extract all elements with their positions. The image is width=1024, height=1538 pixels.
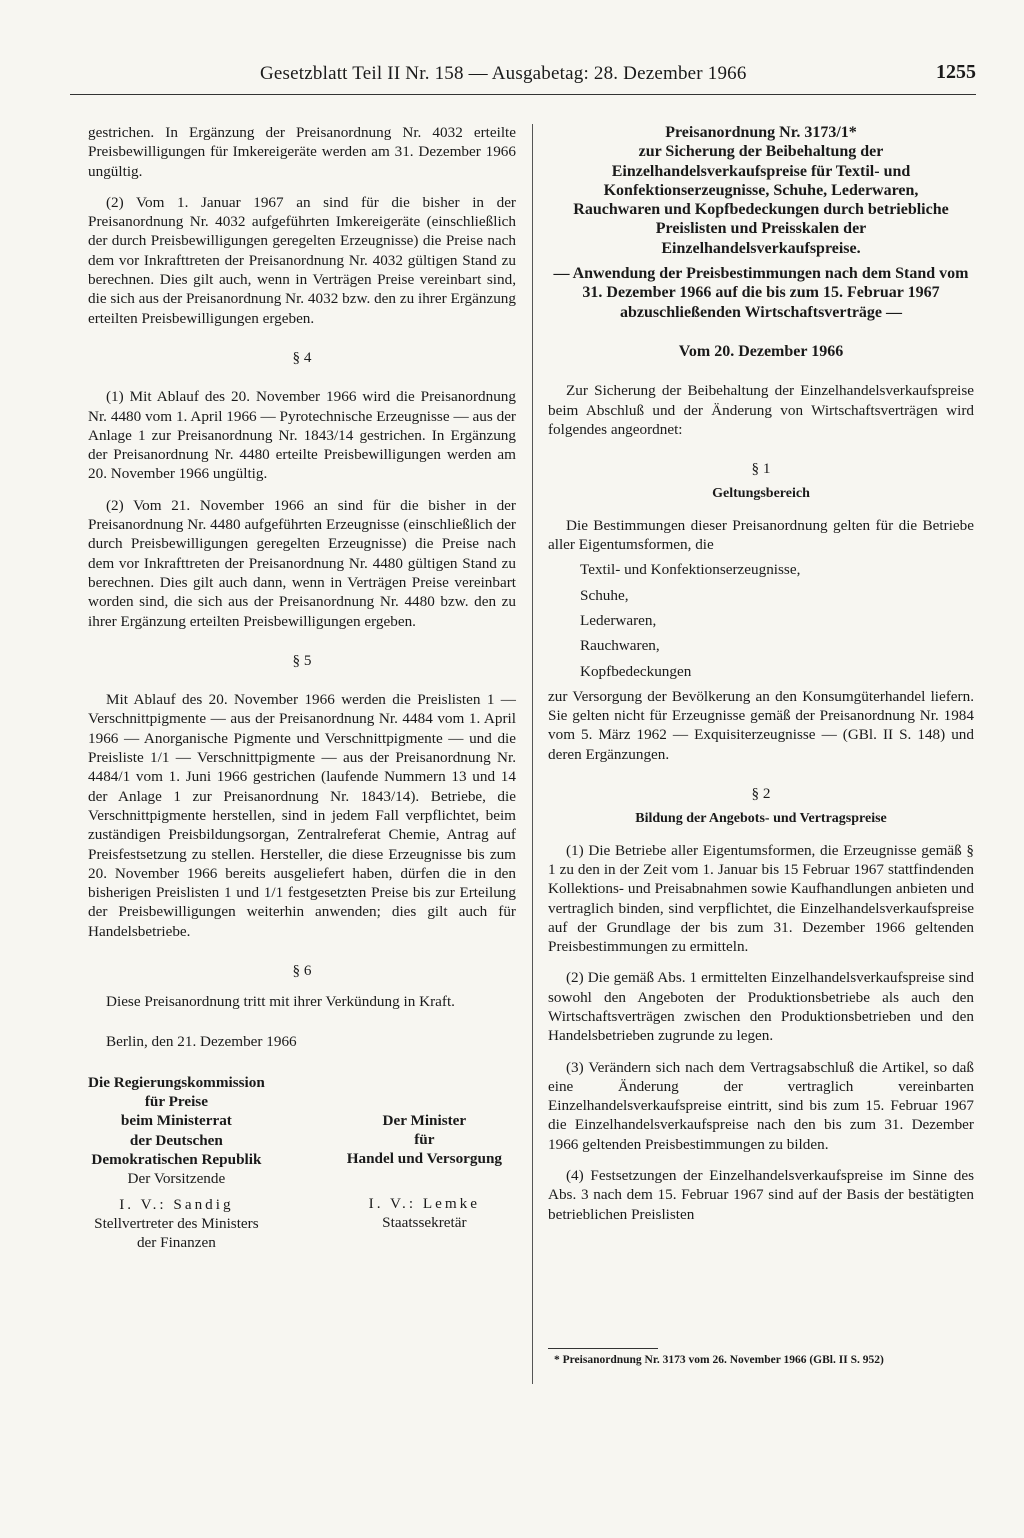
- signature-line: beim Ministerrat: [120, 1112, 232, 1130]
- paragraph: Die Bestimmungen dieser Preisanordnung gelten für die Betriebe aller Eigentumsformen, die: [548, 516, 974, 554]
- page-number: 1255: [936, 61, 976, 83]
- paragraph: (1) Mit Ablauf des 20. November 1966 wird die Preisanordnung Nr. 4480 vom 1. April 1966 — Pyrotechnische Erzeugnisse — aus der Anlage 1 zur Preisanordnung Nr. 1843/14 gestrichen. In Ergänzung der Preisanordnung Nr. 4480 erteilte Preisbewilligungen werden am 20. November 1966 ungültig.: [88, 388, 516, 483]
- section-heading: § 2: [751, 785, 771, 803]
- signature-line: der Finanzen: [136, 1234, 216, 1252]
- signature-line: Der Vorsitzende: [127, 1170, 226, 1188]
- paragraph: Diese Preisanordnung tritt mit ihrer Verkündung in Kraft.: [106, 993, 455, 1011]
- paragraph: zur Versorgung der Bevölkerung an den Konsumgüterhandel liefern. Sie gelten nicht für Erzeugnisse gemäß der Preisanordnung Nr. 1984 vom 5. März 1962 — Exquisiterzeugnisse — (GBl. II S. 148) und deren Ergänzungen.: [548, 687, 974, 763]
- signature-block: [88, 1073, 516, 1253]
- signature-line: Staatssekretär: [382, 1214, 467, 1232]
- left-column: [88, 123, 516, 1253]
- section-heading: § 4: [292, 348, 312, 366]
- list-item: Lederwaren,: [580, 611, 657, 629]
- header-title: Gesetzblatt Teil II Nr. 158 — Ausgabetag: 28. Dezember 1966: [260, 63, 747, 84]
- product-list: [548, 560, 974, 680]
- list-item: Kopfbedeckungen: [580, 662, 692, 680]
- section-title: Geltungsbereich: [712, 486, 810, 502]
- signature-line: für Preise: [144, 1093, 208, 1111]
- footnote: * Preisanordnung Nr. 3173 vom 26. November 1966 (GBl. II S. 952): [554, 1354, 884, 1366]
- signature-line: der Deutschen: [129, 1131, 223, 1149]
- paragraph: Zur Sicherung der Beibehaltung der Einzelhandelsverkaufspreise beim Abschluß und der Änderung von Wirtschaftsverträgen wird folgendes angeordnet:: [548, 382, 974, 438]
- section-heading: § 1: [751, 460, 771, 478]
- signature-line: Demokratischen Republik: [91, 1151, 262, 1169]
- paragraph: (4) Festsetzungen der Einzelhandelsverkaufspreise im Sinne des Abs. 3 nach dem 15. Februar 1967 sind auf der Basis der bestätigten betrieblichen Preislisten: [548, 1167, 974, 1223]
- place-date: Berlin, den 21. Dezember 1966: [106, 1032, 297, 1050]
- signature-line: Der Minister: [382, 1111, 467, 1129]
- section-heading: § 5: [292, 651, 312, 669]
- paragraph: (2) Vom 1. Januar 1967 an sind für die bisher in der Preisanordnung Nr. 4032 aufgeführten Imkereigeräte (einschließlich der durch Preisbewilligungen geregelten Erzeugnisse) die Preise nach dem vor Inkrafttreten der Preisanordnung Nr. 4032 gültigen Stand zu berechnen. Dies gilt auch, wenn in Verträgen Preise vereinbart sind, die sich aus der Preisanordnung Nr. 4032 bzw. den zu ihrer Ergänzung erteilten Preisbewilligungen ergeben.: [88, 193, 516, 327]
- list-item: Rauchwaren,: [580, 637, 660, 655]
- ordinance-date: Vom 20. Dezember 1966: [678, 342, 844, 360]
- signature-name: I. V.: Sandig: [119, 1195, 234, 1213]
- section-title: Bildung der Angebots- und Vertragspreise: [635, 811, 887, 827]
- ordinance-title: Preisanordnung Nr. 3173/1*: [665, 124, 857, 141]
- ordinance-subject: zur Sicherung der Beibehaltung der Einzelhandelsverkaufspreise für Textil- und Konfektionserzeugnisse, Schuhe, Lederwaren, Rauchwaren und Kopfbedeckungen durch betriebliche Preislisten und Preisskalen der Einzelhandelsverkaufspreise.: [573, 143, 949, 257]
- paragraph: (1) Die Betriebe aller Eigentumsformen, die Erzeugnisse gemäß § 1 zu den in der Zeit vom 1. Januar bis 15 Februar 1967 stattfindenden Kollektions- und Preisabnahmen sowie Kaufhandlungen anbieten und vertraglich binden, sind verpflichtet, die Einzelhandelsverkaufspreise auf der Grundlage der bis zum 31. Dezember 1966 geltenden Preisbestimmungen zu ermitteln.: [548, 841, 974, 956]
- section-heading: § 6: [292, 961, 312, 979]
- list-item: Schuhe,: [580, 586, 629, 604]
- right-column: [548, 123, 974, 1224]
- paragraph: (3) Verändern sich nach dem Vertragsabschluß die Artikel, so daß eine Änderung der vertraglich vereinbarten Einzelhandelsverkaufspreise eintritt, sind bis zum 15. Februar 1967 die Einzelhandelsverkaufspreise nach den bis zum 31. Dezember 1966 geltenden Preisbestimmungen zu bilden.: [548, 1058, 974, 1153]
- ordinance-subtitle: — Anwendung der Preisbestimmungen nach dem Stand vom 31. Dezember 1966 auf die bis zum 15. Februar 1967 abzuschließenden Wirtschaftsverträge —: [553, 265, 969, 321]
- signature-left: [88, 1073, 265, 1253]
- list-item: Textil- und Konfektionserzeugnisse,: [580, 561, 801, 579]
- signature-line: für: [414, 1131, 435, 1149]
- signature-name: I. V.: Lemke: [368, 1194, 481, 1212]
- paragraph: (2) Die gemäß Abs. 1 ermittelten Einzelhandelsverkaufspreise sind sowohl den Angeboten der Produktionsbetriebe als auch den Wirtschaftsverträgen zwischen den Produktionsbetrieben und den Handelsbetrieben zugrunde zu legen.: [548, 969, 974, 1045]
- paragraph: (2) Vom 21. November 1966 an sind für die bisher in der Preisanordnung Nr. 4480 aufgeführten Erzeugnisse (einschließlich der durch Preisbewilligungen geregelten Erzeugnisse) die Preise nach dem vor Inkrafttreten der Preisanordnung Nr. 4480 gültigen Stand zu berechnen. Dies gilt auch dann, wenn in Verträgen Preise vereinbart worden sind, die sich aus der Preisanordnung Nr. 4480 bzw. den zu ihrer Ergänzung erteilten Preisbewilligungen ergeben.: [88, 496, 516, 630]
- signature-line: Stellvertreter des Ministers: [94, 1214, 259, 1232]
- page-header: [70, 60, 976, 95]
- signature-line: Handel und Versorgung: [346, 1150, 502, 1168]
- paragraph: Mit Ablauf des 20. November 1966 werden die Preislisten 1 — Verschnittpigmente — aus der Preisanordnung Nr. 4484 vom 1. April 1966 — Anorganische Pigmente und Verschnittpigmente — und die Preisliste 1/1 — Verschnittpigmente — aus der Preisanordnung Nr. 4484/1 vom 1. Juni 1966 gestrichen (laufende Nummern 13 und 14 der Anlage 1 zur Preisanordnung Nr. 1843/14). Betriebe, die Verschnittpigmente herstellen, sind in jedem Fall verpflichtet, beim zuständigen Preisbildungsorgan, Zentralreferat Chemie, Antrag auf Preisfestsetzung zu stellen. Hersteller, die diese Erzeugnisse bis zum 20. November 1966 bereits ausgeliefert haben, dürfen die in den bisherigen Preislisten 1 und 1/1 festgesetzten Preise bis zur Erteilung der Preisbewilligungen weiterhin anwenden; dies gilt auch für Handelsbetriebe.: [88, 691, 516, 940]
- signature-line: Die Regierungskommission: [88, 1073, 265, 1091]
- paragraph: gestrichen. In Ergänzung der Preisanordnung Nr. 4032 erteilte Preisbewilligungen für Imkereigeräte werden am 31. Dezember 1966 ungültig.: [88, 124, 516, 180]
- footnote-rule: [548, 1348, 658, 1349]
- signature-right: [347, 1111, 502, 1253]
- column-divider: [532, 124, 533, 1384]
